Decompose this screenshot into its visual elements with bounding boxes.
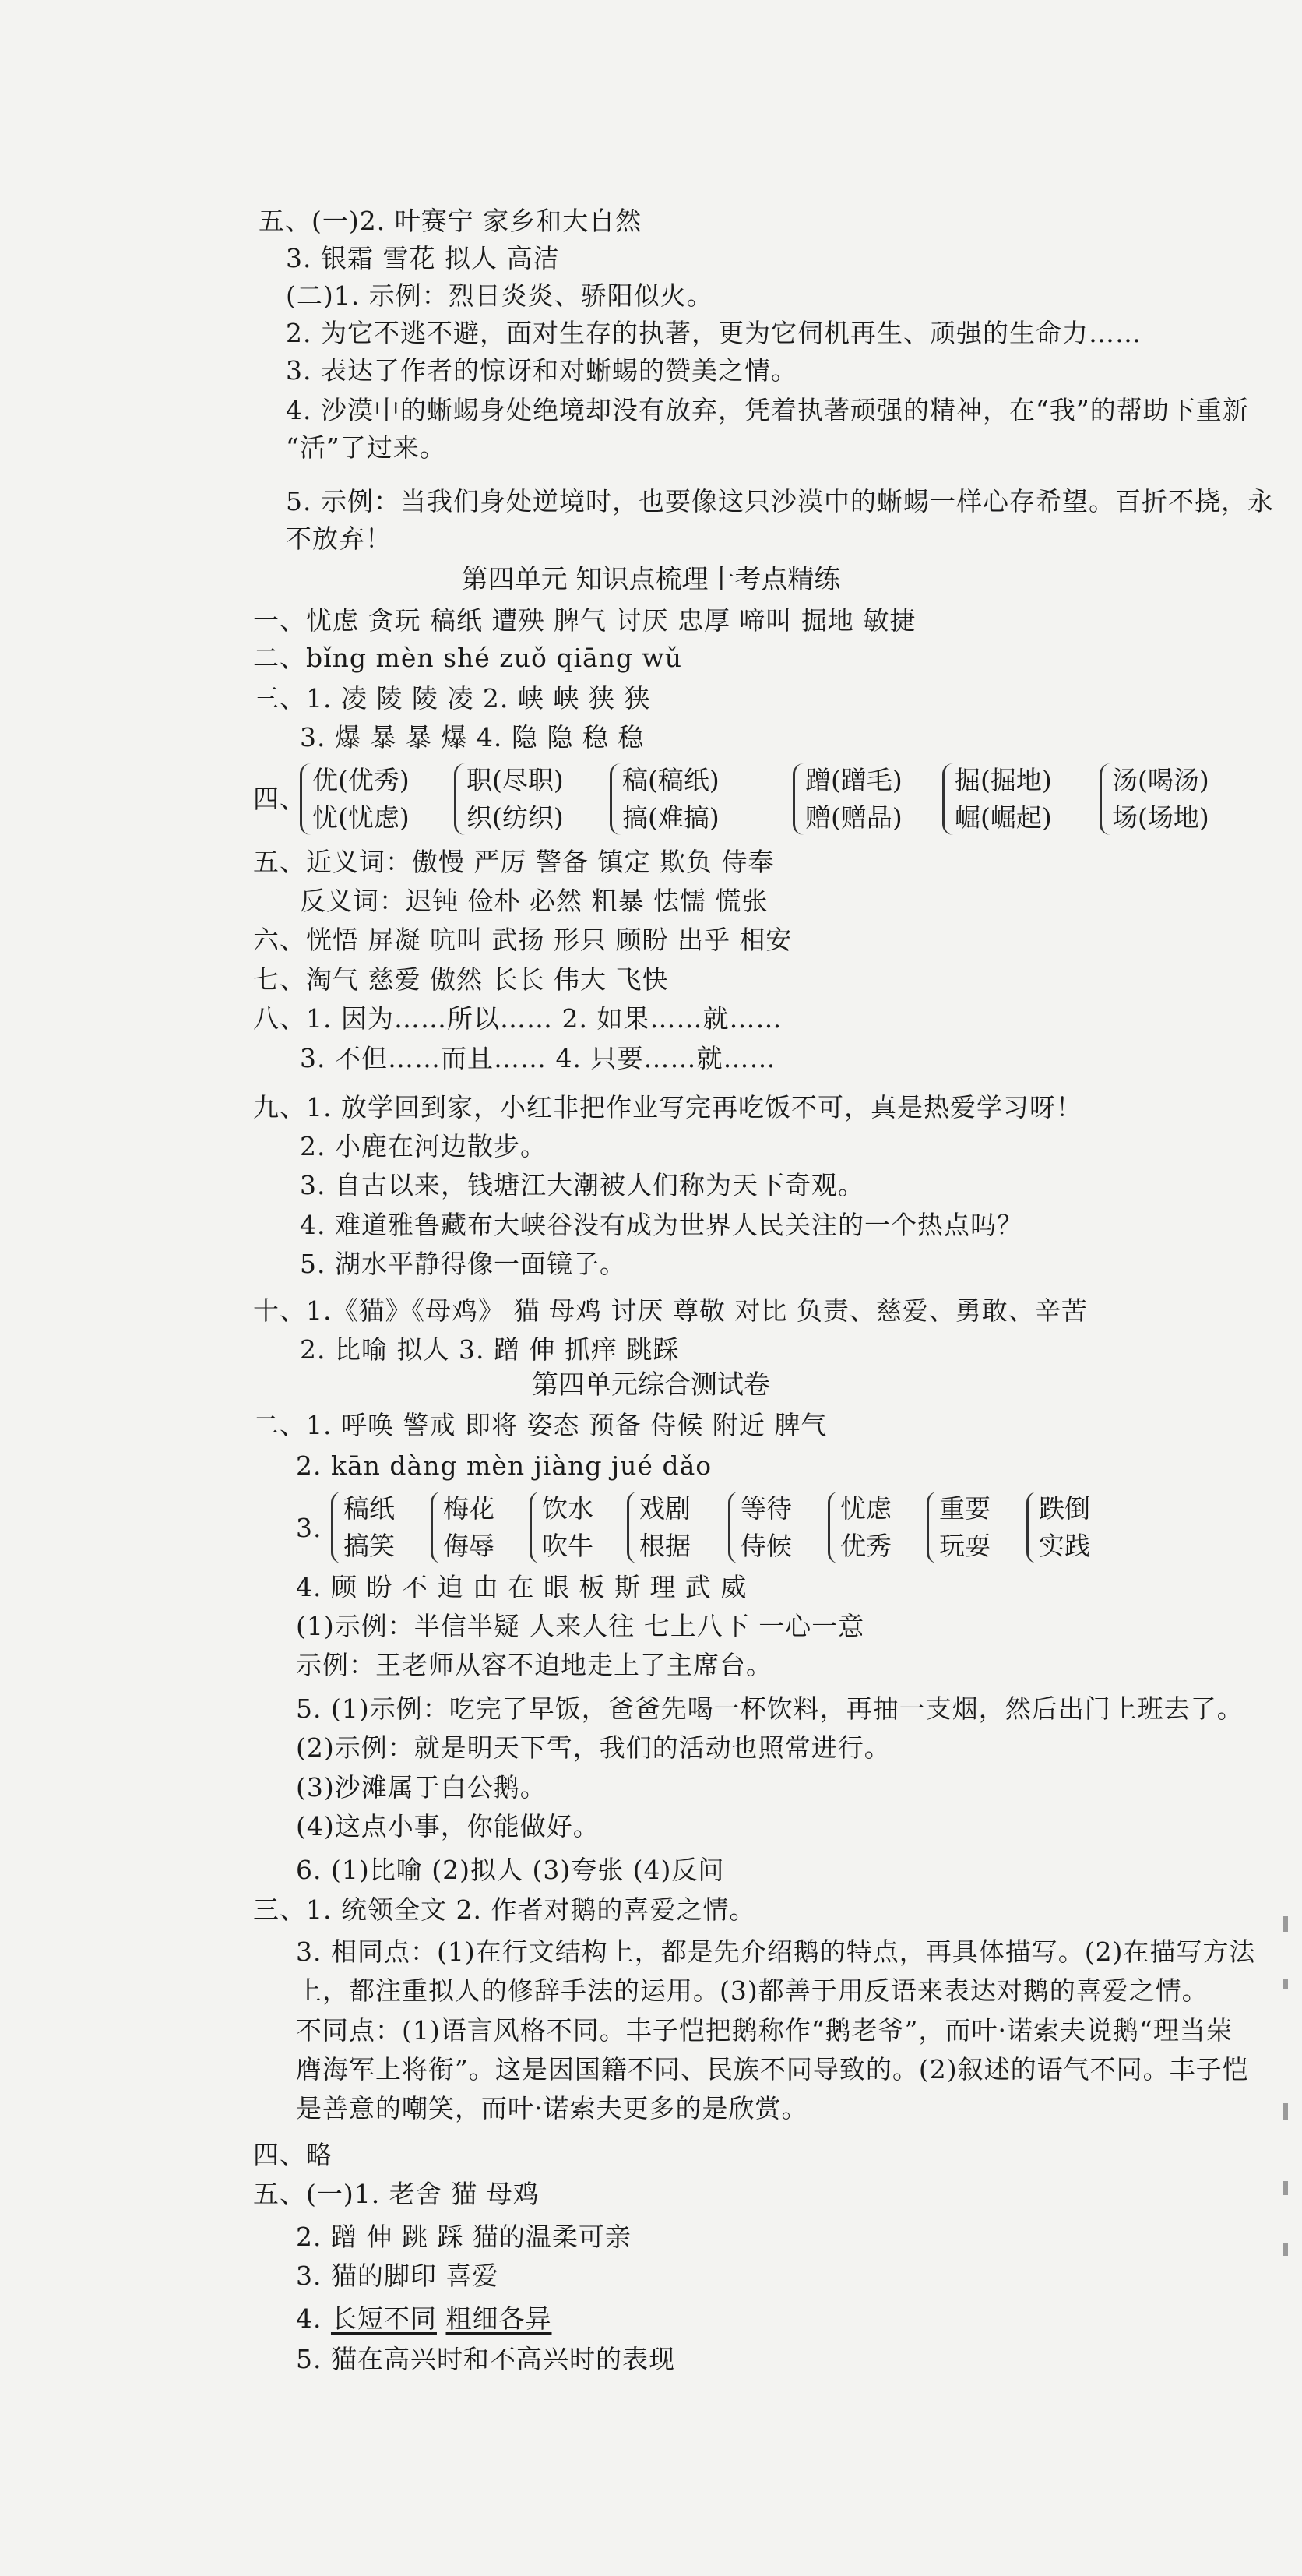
t5-4 xyxy=(296,2302,551,2336)
t2-6: 6. (1)比喻 (2)拟人 (3)夸张 (4)反问 xyxy=(296,1855,725,1885)
t3-g2b: 侮辱 xyxy=(443,1531,494,1561)
t3-1: 三、1. 统领全文 2. 作者对鹅的喜爱之情。 xyxy=(253,1894,756,1925)
k4-g2a: 职(尽职) xyxy=(466,765,564,795)
t5-2: 2. 蹭 伸 跳 踩 猫的温柔可亲 xyxy=(296,2222,632,2252)
t4: 四、略 xyxy=(253,2140,333,2170)
t3-g4b: 根据 xyxy=(639,1531,691,1561)
k2: 二、bǐng mèn shé zuǒ qiāng wǔ xyxy=(253,643,683,673)
k9-3: 3. 自古以来，钱塘江大潮被人们称为天下奇观。 xyxy=(300,1170,864,1200)
k4-g6a: 汤(喝汤) xyxy=(1112,765,1209,795)
s5-b3: 3. 表达了作者的惊讶和对蜥蜴的赞美之情。 xyxy=(286,355,797,386)
s5-b1: (二)1. 示例：烈日炎炎、骄阳似火。 xyxy=(286,280,713,311)
t3-g3b: 吹牛 xyxy=(542,1531,593,1561)
t3-g6a: 忧虑 xyxy=(840,1493,892,1524)
k1: 一、忧虑 贪玩 稿纸 遭殃 脾气 讨厌 忠厚 啼叫 掘地 敏捷 xyxy=(253,605,917,636)
k5b: 反义词：迟钝 俭朴 必然 粗暴 怯懦 慌张 xyxy=(300,886,769,916)
s5-q3: 3. 银霜 雪花 拟人 高洁 xyxy=(286,243,560,273)
t5-4-ans1: 长短不同 xyxy=(330,2303,437,2334)
t3-g7a: 重要 xyxy=(939,1493,991,1524)
t2-3-label: 3. xyxy=(296,1513,322,1543)
k4-label: 四、 xyxy=(253,784,306,814)
k8a: 八、1. 因为……所以…… 2. 如果……就…… xyxy=(253,1003,783,1034)
t5-5: 5. 猫在高兴时和不高兴时的表现 xyxy=(296,2344,675,2374)
t3-g8a: 跌倒 xyxy=(1039,1493,1090,1524)
k4-g3b: 搞(难搞) xyxy=(622,802,720,833)
k4-g1a: 优(优秀) xyxy=(312,765,410,795)
k4-g2b: 织(纺织) xyxy=(466,802,564,833)
k4-g5a: 掘(掘地) xyxy=(955,765,1052,795)
t2-4: 4. 顾 盼 不 迫 由 在 眼 板 斯 理 武 威 xyxy=(296,1572,748,1602)
t3-g2a: 梅花 xyxy=(443,1493,494,1524)
k4-g5b: 崛(崛起) xyxy=(955,802,1052,833)
k9-4: 4. 难道雅鲁藏布大峡谷没有成为世界人民关注的一个热点吗？ xyxy=(300,1210,1023,1240)
t2-5c: (3)沙滩属于白公鹅。 xyxy=(296,1772,547,1802)
t3-3b: 上，都注重拟人的修辞手法的运用。(3)都善于用反语来表达对鹅的喜爱之情。 xyxy=(296,1975,1209,2006)
unit4-heading: 第四单元 知识点梳理十考点精练 xyxy=(461,564,841,595)
t2-4a: (1)示例：半信半疑 人来人往 七上八下 一心一意 xyxy=(296,1611,865,1641)
s5-q2: 五、(一)2. 叶赛宁 家乡和大自然 xyxy=(259,206,642,236)
s5-b4a: 4. 沙漠中的蜥蜴身处绝境却没有放弃，凭着执著顽强的精神，在“我”的帮助下重新 xyxy=(286,395,1249,425)
k7: 七、淘气 慈爱 傲然 长长 伟大 飞快 xyxy=(253,964,669,995)
t3-g8b: 实践 xyxy=(1039,1531,1090,1561)
t5-4-num: 4. xyxy=(296,2303,331,2334)
t3-g7b: 玩耍 xyxy=(939,1531,991,1561)
k10a: 十、1.《猫》《母鸡》 猫 母鸡 讨厌 尊敬 对比 负责、慈爱、勇敢、辛苦 xyxy=(253,1295,1088,1326)
k6: 六、恍悟 屏凝 吭叫 武扬 形只 顾盼 出乎 相安 xyxy=(253,925,793,955)
k9-2: 2. 小鹿在河边散步。 xyxy=(300,1131,547,1161)
t2-5d: (4)这点小事，你能做好。 xyxy=(296,1811,600,1841)
k4-g4b: 赠(赠品) xyxy=(805,802,903,833)
k3b: 3. 爆 暴 暴 爆 4. 隐 隐 稳 稳 xyxy=(300,722,645,752)
s5-b4b: “活”了过来。 xyxy=(286,432,446,463)
binding-mark xyxy=(1283,2243,1288,2256)
binding-mark xyxy=(1283,1979,1288,1989)
t3-g5b: 侍候 xyxy=(741,1531,792,1561)
t2-2: 2. kān dàng mèn jiàng jué dǎo xyxy=(296,1450,713,1481)
t3-g5a: 等待 xyxy=(741,1493,792,1524)
k4-g1b: 忧(忧虑) xyxy=(312,802,410,833)
s5-b5b: 不放弃！ xyxy=(286,523,392,554)
t2-4b: 示例：王老师从容不迫地走上了主席台。 xyxy=(296,1650,772,1680)
t2-1: 二、1. 呼唤 警戒 即将 姿态 预备 侍候 附近 脾气 xyxy=(253,1410,828,1440)
t5-3: 3. 猫的脚印 喜爱 xyxy=(296,2261,499,2291)
t3-3d: 膺海军上将衔”。这是因国籍不同、民族不同导致的。(2)叙述的语气不同。丰子恺 xyxy=(296,2054,1249,2084)
t2-5a: 5. (1)示例：吃完了早饭，爸爸先喝一杯饮料，再抽一支烟，然后出门上班去了。 xyxy=(296,1693,1244,1724)
k4-g4a: 蹭(蹭毛) xyxy=(805,765,903,795)
binding-mark xyxy=(1283,1916,1288,1932)
t3-g4a: 戏剧 xyxy=(639,1493,691,1524)
s5-b5a: 5. 示例：当我们身处逆境时，也要像这只沙漠中的蜥蜴一样心存希望。百折不挠，永 xyxy=(286,486,1274,516)
k8b: 3. 不但……而且…… 4. 只要……就…… xyxy=(300,1043,776,1073)
k4-g6b: 场(场地) xyxy=(1112,802,1209,833)
t3-3a: 3. 相同点：(1)在行文结构上，都是先介绍鹅的特点，再具体描写。(2)在描写方法 xyxy=(296,1936,1256,1967)
t3-g1a: 稿纸 xyxy=(343,1493,395,1524)
k9-1: 九、1. 放学回到家，小红非把作业写完再吃饭不可，真是热爱学习呀！ xyxy=(253,1092,1082,1122)
k5a: 五、近义词：傲慢 严厉 警备 镇定 欺负 侍奉 xyxy=(253,847,775,877)
k9-5: 5. 湖水平静得像一面镜子。 xyxy=(300,1249,626,1279)
k10b: 2. 比喻 拟人 3. 蹭 伸 抓痒 跳踩 xyxy=(300,1334,680,1365)
binding-mark xyxy=(1283,2181,1288,2195)
k4-g3a: 稿(稿纸) xyxy=(622,765,720,795)
t5-4-ans2: 粗细各异 xyxy=(445,2303,552,2334)
t2-5b: (2)示例：就是明天下雪，我们的活动也照常进行。 xyxy=(296,1732,891,1763)
t3-3e: 是善意的嘲笑，而叶·诺索夫更多的是欣赏。 xyxy=(296,2093,808,2123)
t3-g3a: 饮水 xyxy=(542,1493,593,1524)
t3-g1b: 搞笑 xyxy=(343,1531,395,1561)
binding-mark xyxy=(1283,2103,1288,2120)
test-heading: 第四单元综合测试卷 xyxy=(532,1369,770,1401)
t3-g6b: 优秀 xyxy=(840,1531,892,1561)
s5-b2: 2. 为它不逃不避，面对生存的执著，更为它伺机再生、顽强的生命力…… xyxy=(286,318,1142,348)
k3a: 三、1. 凌 陵 陵 凌 2. 峡 峡 狭 狭 xyxy=(253,683,651,714)
t5-1: 五、(一)1. 老舍 猫 母鸡 xyxy=(253,2179,540,2209)
t3-3c: 不同点：(1)语言风格不同。丰子恺把鹅称作“鹅老爷”，而叶·诺索夫说鹅“理当荣 xyxy=(296,2015,1233,2046)
